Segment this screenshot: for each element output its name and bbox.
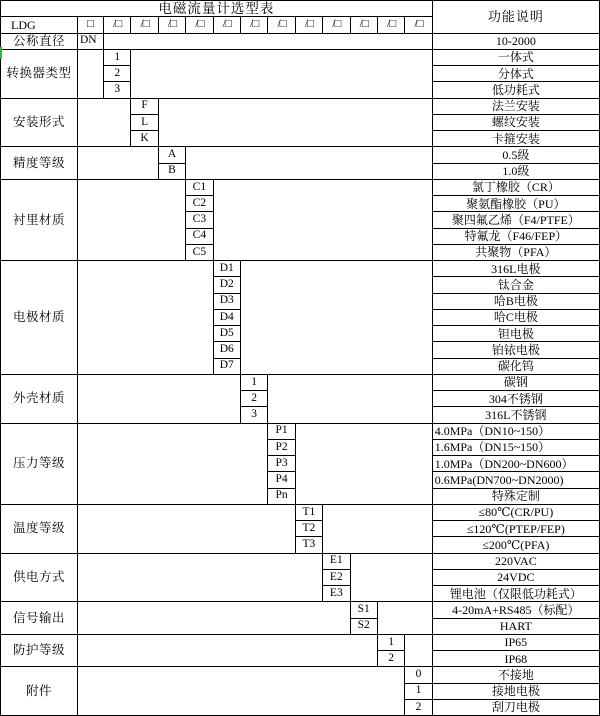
function-desc-cell: 聚氨酯橡胶（PU）: [433, 196, 600, 212]
code-cell: E1: [323, 554, 350, 570]
code-cell: L: [131, 115, 158, 131]
code-cell: T3: [296, 537, 323, 553]
code-cell: B: [159, 164, 186, 180]
function-desc-cell: HART: [433, 619, 600, 635]
empty-cell: [351, 554, 433, 603]
function-desc-cell: 特殊定制: [433, 489, 600, 505]
function-desc-cell: ≤120℃(PTEP/FEP): [433, 521, 600, 537]
function-desc-cell: 锂电池（仅限低功耗式）: [433, 586, 600, 602]
empty-cell: [78, 147, 159, 180]
model-slash-box: /□: [241, 17, 268, 33]
model-slash-box: /□: [378, 17, 405, 33]
code-cell: 3: [241, 407, 268, 423]
function-desc-cell: 0.6MPa(DN700~DN2000): [433, 472, 600, 488]
group-label: 电极材质: [1, 261, 78, 375]
model-code-box: □: [78, 17, 104, 33]
code-cell: T2: [296, 521, 323, 537]
group-label: 防护等级: [1, 635, 78, 668]
model-slash-box: /□: [131, 17, 158, 33]
empty-cell: [214, 180, 433, 261]
model-slash-box: /□: [405, 17, 432, 33]
function-desc-cell: 碳钢: [433, 375, 600, 391]
empty-cell: [78, 99, 131, 148]
code-cell: D2: [214, 277, 241, 293]
function-desc-cell: 钽电极: [433, 326, 600, 342]
code-cell: P2: [268, 440, 295, 456]
code-cell: 1: [104, 50, 131, 66]
code-cell: D3: [214, 294, 241, 310]
code-cell: D1: [214, 261, 241, 277]
empty-cell: [78, 261, 214, 375]
code-cell: 0: [405, 667, 432, 683]
code-cell: P4: [268, 472, 295, 488]
code-cell: 2: [405, 700, 432, 716]
empty-cell: [268, 375, 432, 424]
code-cell: E3: [323, 586, 350, 602]
code-cell: 2: [241, 391, 268, 407]
function-desc-cell: 接地电极: [433, 684, 600, 700]
group-label: 附件: [1, 667, 78, 716]
code-cell: 2: [104, 66, 131, 82]
function-desc-cell: 哈B电极: [433, 294, 600, 310]
function-desc-cell: 刮刀电极: [433, 700, 600, 716]
function-desc-cell: ≤200℃(PFA): [433, 537, 600, 553]
empty-cell: [131, 50, 432, 99]
empty-cell: [78, 554, 323, 603]
group-label: 压力等级: [1, 424, 78, 505]
function-desc-cell: 卡箍安装: [433, 131, 600, 147]
code-cell: 3: [104, 82, 131, 98]
group-label: 温度等级: [1, 505, 78, 554]
model-slash-box: /□: [159, 17, 186, 33]
group-label: 外壳材质: [1, 375, 78, 424]
group-label: 供电方式: [1, 554, 78, 603]
function-desc-cell: 316L不锈钢: [433, 407, 600, 423]
model-slash-box: /□: [186, 17, 213, 33]
code-cell: C5: [186, 245, 213, 261]
function-desc-cell: 碳化钨: [433, 359, 600, 375]
code-cell: D5: [214, 326, 241, 342]
empty-cell: [159, 99, 433, 148]
empty-cell: [323, 505, 433, 554]
code-cell: A: [159, 147, 186, 163]
function-desc-cell: 氯丁橡胶（CR）: [433, 180, 600, 196]
group-label: 公称直径: [1, 34, 78, 50]
empty-cell: [78, 505, 296, 554]
function-desc-cell: 1.6MPa（DN15~150）: [433, 440, 600, 456]
function-desc-cell: 24VDC: [433, 570, 600, 586]
function-column-header: 功能说明: [433, 1, 600, 34]
code-cell: C4: [186, 229, 213, 245]
empty-cell: [241, 261, 433, 375]
empty-cell: [405, 635, 432, 668]
code-cell: 1: [241, 375, 268, 391]
group-label: 衬里材质: [1, 180, 78, 261]
function-desc-cell: 4.0MPa（DN10~150）: [433, 424, 600, 440]
function-desc-cell: 220VAC: [433, 554, 600, 570]
code-cell: 1: [378, 635, 405, 651]
code-cell: D4: [214, 310, 241, 326]
function-desc-cell: 一体式: [433, 50, 600, 66]
model-slash-box: /□: [323, 17, 350, 33]
function-desc-cell: 哈C电极: [433, 310, 600, 326]
function-desc-cell: 螺纹安装: [433, 115, 600, 131]
group-label: 精度等级: [1, 147, 78, 180]
model-prefix: LDG: [1, 17, 78, 33]
empty-cell: [104, 34, 433, 50]
function-desc-cell: 0.5级: [433, 147, 600, 163]
function-desc-cell: ≤80℃(CR/PU): [433, 505, 600, 521]
code-cell: C1: [186, 180, 213, 196]
code-cell: 1: [405, 684, 432, 700]
function-desc-cell: 聚四氟乙烯（F4/PTFE）: [433, 212, 600, 228]
group-label: 信号输出: [1, 602, 78, 635]
empty-cell: [78, 424, 268, 505]
empty-cell: [296, 424, 433, 505]
function-desc-cell: 304不锈钢: [433, 391, 600, 407]
function-desc-cell: 铂铱电极: [433, 342, 600, 358]
empty-cell: [186, 147, 433, 180]
code-cell: S2: [351, 619, 378, 635]
code-cell: 2: [378, 651, 405, 667]
table-title: 电磁流量计选型表: [1, 1, 433, 17]
function-desc-cell: 10-2000: [433, 34, 600, 50]
code-cell: C3: [186, 212, 213, 228]
empty-cell: [78, 180, 186, 261]
model-slash-box: /□: [104, 17, 131, 33]
group-label: 转换器类型: [1, 50, 78, 99]
group-label: 安装形式: [1, 99, 78, 148]
function-desc-cell: 共聚物（PFA）: [433, 245, 600, 261]
code-cell: D6: [214, 342, 241, 358]
code-cell: C2: [186, 196, 213, 212]
function-desc-cell: 1.0级: [433, 164, 600, 180]
code-cell: P1: [268, 424, 295, 440]
code-cell: K: [131, 131, 158, 147]
code-cell: F: [131, 99, 158, 115]
model-slash-box: /□: [351, 17, 378, 33]
function-desc-cell: 特氟龙（F46/FEP）: [433, 229, 600, 245]
model-slash-box: /□: [296, 17, 323, 33]
function-desc-cell: 不接地: [433, 667, 600, 683]
empty-cell: [378, 602, 433, 635]
model-slash-box: /□: [214, 17, 241, 33]
code-cell: T1: [296, 505, 323, 521]
empty-cell: [78, 667, 405, 716]
empty-cell: [78, 50, 104, 99]
code-cell: P3: [268, 456, 295, 472]
function-desc-cell: 1.0MPa（DN200~DN600）: [433, 456, 600, 472]
edge-artifact: [0, 47, 2, 59]
function-desc-cell: IP65: [433, 635, 600, 651]
function-desc-cell: 316L电极: [433, 261, 600, 277]
empty-cell: [78, 602, 351, 635]
code-cell: D7: [214, 359, 241, 375]
code-cell: E2: [323, 570, 350, 586]
empty-cell: [78, 375, 241, 424]
model-slash-box: /□: [268, 17, 295, 33]
code-cell: DN: [78, 34, 104, 50]
empty-cell: [78, 635, 378, 668]
function-desc-cell: 钛合金: [433, 277, 600, 293]
function-desc-cell: IP68: [433, 651, 600, 667]
function-desc-cell: 法兰安装: [433, 99, 600, 115]
function-desc-cell: 4-20mA+RS485（标配）: [433, 602, 600, 618]
code-cell: Pn: [268, 489, 295, 505]
code-cell: S1: [351, 602, 378, 618]
function-desc-cell: 分体式: [433, 66, 600, 82]
function-desc-cell: 低功耗式: [433, 82, 600, 98]
